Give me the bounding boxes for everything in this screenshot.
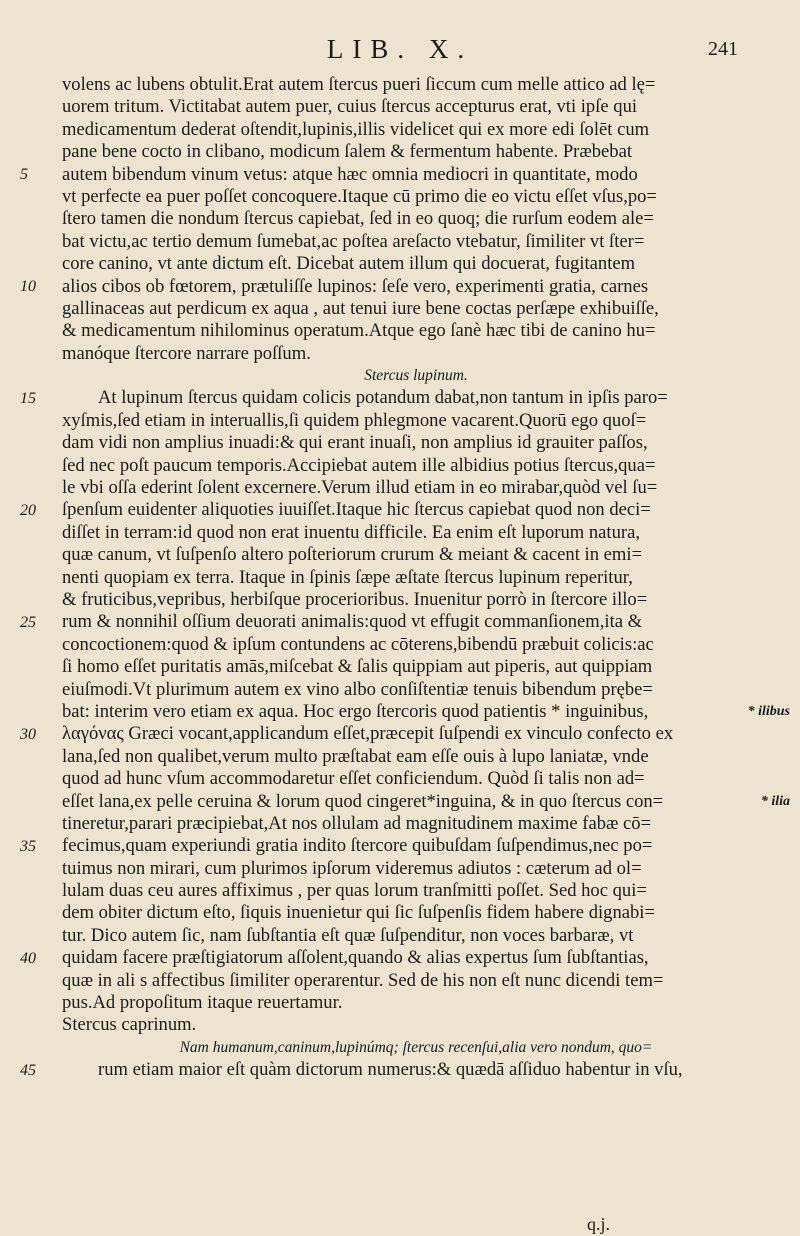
body-text <box>62 74 770 1082</box>
text-line: ſi homo eſſet puritatis amās,miſcebat & ſalis quippiam aut piperis, aut quippiam <box>62 656 653 678</box>
text-line: gallinaceas aut perdicum ex aqua , aut tenui iure bene coctas perſæpe exhibuiſſe, <box>62 297 659 319</box>
line-number: 5 <box>20 165 28 183</box>
text-line: quidam facere præſtigiatorum aſſolent,quando & alias expertus ſum ſubſtantias, <box>62 947 649 969</box>
text-line: eiuſmodi.Vt plurimum autem ex vino albo conſiſtentiæ tenuis bibendum prębe= <box>62 678 653 700</box>
text-line: ſtero tamen die nondum ſtercus capiebat, ſed in eo quoq; die rurſum eodem ale= <box>62 208 654 230</box>
text-line: quæ in ali s affectibus ſimiliter operarentur. Sed de his non eſt nunc dicendi tem= <box>62 969 664 991</box>
text-line: xyſmis,ſed etiam in interuallis,ſi quidem phlegmone vacarent.Quorū ego quoſ= <box>62 409 647 431</box>
text-line: le vbi oſſa ederint ſolent excernere.Verum illud etiam in eo mirabar,quòd vel ſu= <box>62 477 658 499</box>
text-line: lulam duas ceu aures affiximus , per quas lorum tranſmitti poſſet. Sed hoc qui= <box>62 880 647 902</box>
line-number: 10 <box>20 277 36 295</box>
text-line: quod ad hunc vſum accommodaretur eſſet conficiendum. Quòd ſi talis non ad= <box>62 768 645 790</box>
text-line: pane bene cocto in clibano, modicum ſalem & fermentum habente. Præbebat <box>62 141 633 163</box>
line-number: 25 <box>20 613 36 631</box>
text-line: alios cibos ob fœtorem, prætuliſſe lupinos: ſeſe vero, experimenti gratia, carnes <box>62 275 649 297</box>
text-line: bat victu,ac tertio demum ſumebat,ac poſtea areſacto vtebatur, ſimiliter vt ſter= <box>62 230 645 252</box>
margin-note: * ilibus <box>747 704 790 720</box>
text-line: pus.Ad propoſitum itaque reuertamur. <box>62 992 343 1014</box>
text-line: & fruticibus,vepribus, herbiſque procerioribus. Inuenitur porrò in ſtercore illo= <box>62 588 648 610</box>
catchword: q.j. <box>586 1214 610 1234</box>
text-line: bat: interim vero etiam ex aqua. Hoc ergo ſtercoris quod patientis * inguinibus, <box>62 700 649 722</box>
page-header <box>0 30 800 70</box>
text-line: manóque ſtercore narrare poſſum. <box>62 342 311 364</box>
text-line: tuimus non mirari, cum plurimos ipſorum videremus adiutos : cæterum ad ol= <box>62 857 642 879</box>
text-line: nenti quopiam ex terra. Itaque in ſpinis ſæpe æſtate ſtercus lupinum reperitur, <box>62 566 633 588</box>
text-line: fecimus,quam experiundi gratia indito ſtercore quibuſdam ſuſpendimus,nec po= <box>62 835 653 857</box>
text-line: tineretur,parari præcipiebat,At nos ollulam ad magnitudinem maxime fabæ cō= <box>62 812 652 834</box>
text-line: diſſet in terram:id quod non erat inuentu difficile. Ea enim eſt luporum natura, <box>62 521 640 543</box>
text-line: tur. Dico autem ſic, nam ſubſtantia eſt quæ ſuſpenditur, non voces barbaræ, vt <box>62 924 634 946</box>
text-line: rum etiam maior eſt quàm dictorum numerus:& quædā aſſiduo habentur in vſu, <box>98 1059 683 1081</box>
text-line: & medicamentum nihilominus operatum.Atque ego ſanè hæc tibi de canino hu= <box>62 320 656 342</box>
text-line: rum & nonnihil oſſium deuorati animalis:quod vt effugit commanſionem,ita & <box>62 611 643 633</box>
line-number: 35 <box>20 837 36 855</box>
text-line: vt perfecte ea puer poſſet concoquere.Itaque cū primo die eo victu eſſet vſus,po= <box>62 185 657 207</box>
text-line: concoctionem:quod & ipſum contundens ac cōterens,bibendū præbuit colicis:ac <box>62 633 654 655</box>
margin-note: * ilia <box>760 793 790 809</box>
line-number: 15 <box>20 389 36 407</box>
text-line: quæ canum, vt ſuſpenſo altero poſteriorum crurum & meiant & cacent in emi= <box>62 544 643 566</box>
text-line: lana,ſed non qualibet,verum multo præſtabat eam eſſe ouis à lupo laniatæ, vnde <box>62 745 649 767</box>
text-line: ſpenſum euidenter aliquoties iuuiſſet.Itaque hic ſtercus capiebat quod non deci= <box>62 499 651 521</box>
text-line: λαγόνας Græci vocant,applicandum eſſet,præcepit ſuſpendi ex vinculo confecto ex <box>62 723 674 745</box>
running-head: LIB. X. <box>326 34 474 64</box>
text-line: dem obiter dictum eſto, ſiquis inuenietur qui ſic ſuſpenſis fidem habere dignabi= <box>62 902 655 924</box>
section-heading: Nam humanum,caninum,lupinúmq; ſtercus recenſui,alia vero nondum, quo= <box>179 1038 653 1056</box>
section-heading: Stercus lupinum. <box>364 367 468 385</box>
text-line: dam vidi non amplius inuadi:& qui erant inuaſi, non amplius id grauiter paſſos, <box>62 432 648 454</box>
text-line: uorem tritum. Victitabat autem puer, cuius ſtercus accepturus erat, vti ipſe qui <box>62 96 638 118</box>
text-line: core canino, vt ante dictum eſt. Dicebat autem illum qui docuerat, fugitantem <box>62 253 636 275</box>
line-number: 20 <box>20 501 36 519</box>
line-number: 45 <box>20 1061 36 1079</box>
line-number: 40 <box>20 949 36 967</box>
text-line: Stercus caprinum. <box>62 1014 197 1036</box>
text-line: volens ac lubens obtulit.Erat autem ſtercus pueri ſiccum cum melle attico ad lę= <box>62 74 656 95</box>
text-line: medicamentum dederat oſtendit,lupinis,illis videlicet qui ex more edi ſolēt cum <box>62 118 650 140</box>
text-line: At lupinum ſtercus quidam colicis potandum dabat,non tantum in ipſis paro= <box>98 387 668 409</box>
text-line: autem bibendum vinum vetus: atque hæc omnia mediocri in quantitate, modo <box>62 163 638 185</box>
text-line: ſed nec poſt paucum temporis.Accipiebat autem ille albidius potius ſtercus,qua= <box>62 454 656 476</box>
page-number: 241 <box>708 38 738 60</box>
line-number: 30 <box>20 725 36 743</box>
text-line: eſſet lana,ex pelle ceruina & lorum quod cingeret*inguina, & in quo ſtercus con= <box>62 790 664 812</box>
